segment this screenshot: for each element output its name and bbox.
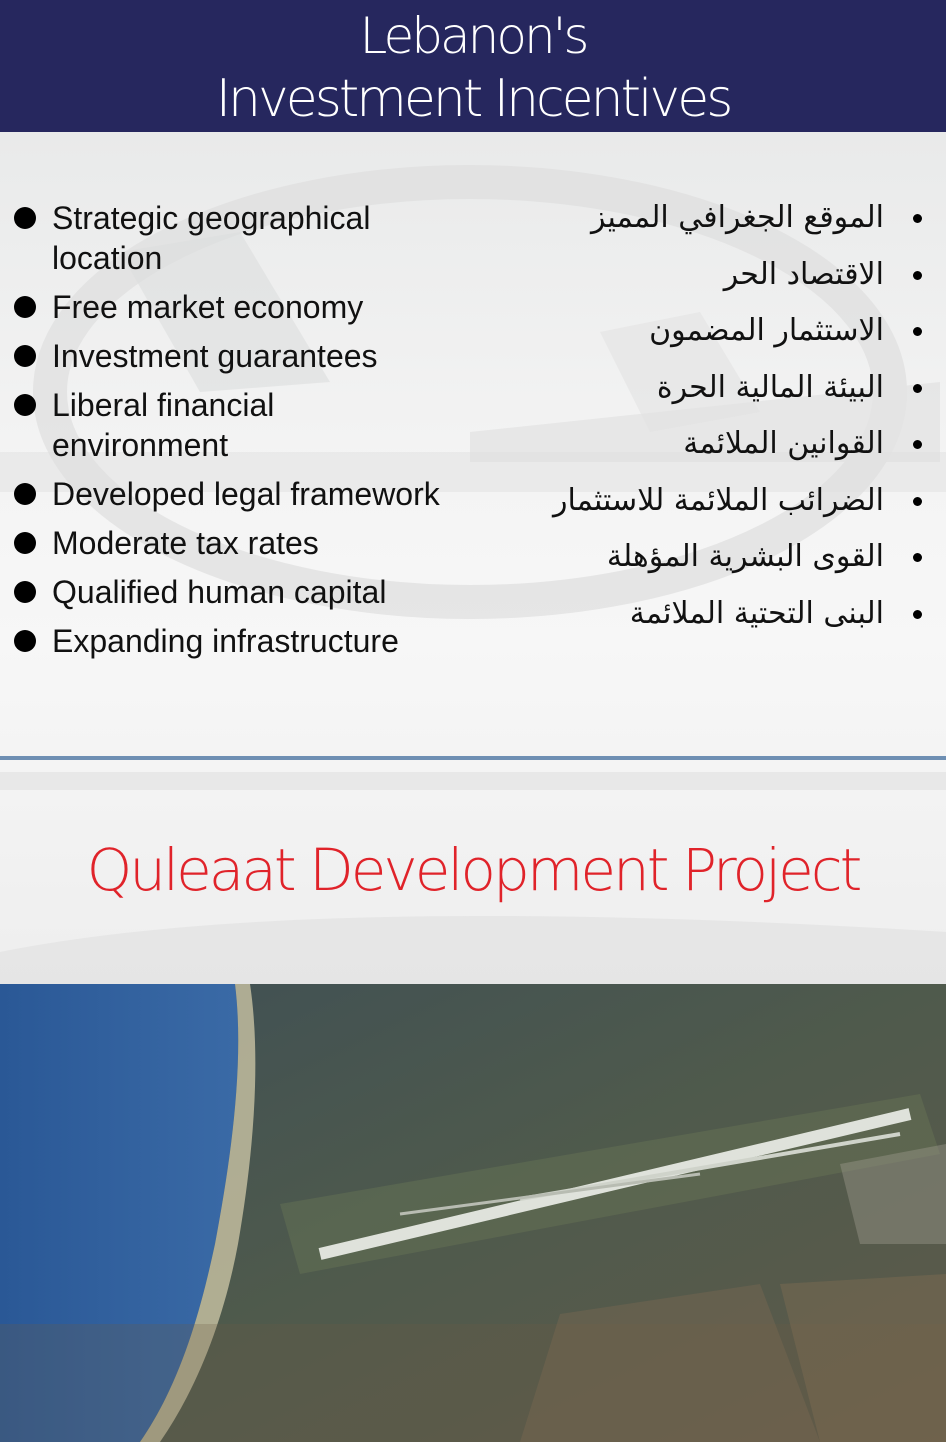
list-item: Expanding infrastructure <box>12 621 452 661</box>
list-item: Strategic geographical location <box>12 198 452 278</box>
bullet-icon <box>913 327 922 336</box>
list-item: Moderate tax rates <box>12 523 452 563</box>
bullet-icon <box>14 394 36 416</box>
list-item: Liberal financial environment <box>12 385 452 465</box>
bullet-icon <box>913 214 922 223</box>
list-item: الضرائب الملائمة للاستثمار <box>516 479 936 523</box>
header-banner <box>0 0 946 132</box>
bullet-icon <box>14 296 36 318</box>
list-item: الموقع الجغرافي المميز <box>516 196 936 240</box>
bullet-icon <box>14 345 36 367</box>
bullet-icon <box>14 581 36 603</box>
bullet-icon <box>14 207 36 229</box>
list-item: Developed legal framework <box>12 474 452 514</box>
page-title-line2: Investment Incentives <box>215 69 731 129</box>
list-item: القوى البشرية المؤهلة <box>516 535 936 579</box>
english-incentives-list <box>12 198 452 670</box>
project-title: Quleaat Development Project <box>86 836 860 904</box>
bullet-icon <box>913 497 922 506</box>
bullet-icon <box>14 483 36 505</box>
section-divider <box>0 756 946 760</box>
bullet-icon <box>913 610 922 619</box>
aerial-photo <box>0 984 946 1442</box>
list-item: Qualified human capital <box>12 572 452 612</box>
list-item: البيئة المالية الحرة <box>516 366 936 410</box>
list-item: الاقتصاد الحر <box>516 253 936 297</box>
list-item: Free market economy <box>12 287 452 327</box>
bullet-icon <box>913 271 922 280</box>
bullet-icon <box>14 630 36 652</box>
bullet-icon <box>14 532 36 554</box>
list-item: Investment guarantees <box>12 336 452 376</box>
list-item: القوانين الملائمة <box>516 422 936 466</box>
list-item: البنى التحتية الملائمة <box>516 592 936 636</box>
bullet-icon <box>913 553 922 562</box>
bullet-icon <box>913 384 922 393</box>
bullet-icon <box>913 440 922 449</box>
list-item: الاستثمار المضمون <box>516 309 936 353</box>
page-title-line1: Lebanon's <box>359 7 587 65</box>
aerial-airport-image <box>0 984 946 1442</box>
arabic-incentives-list <box>516 196 936 648</box>
